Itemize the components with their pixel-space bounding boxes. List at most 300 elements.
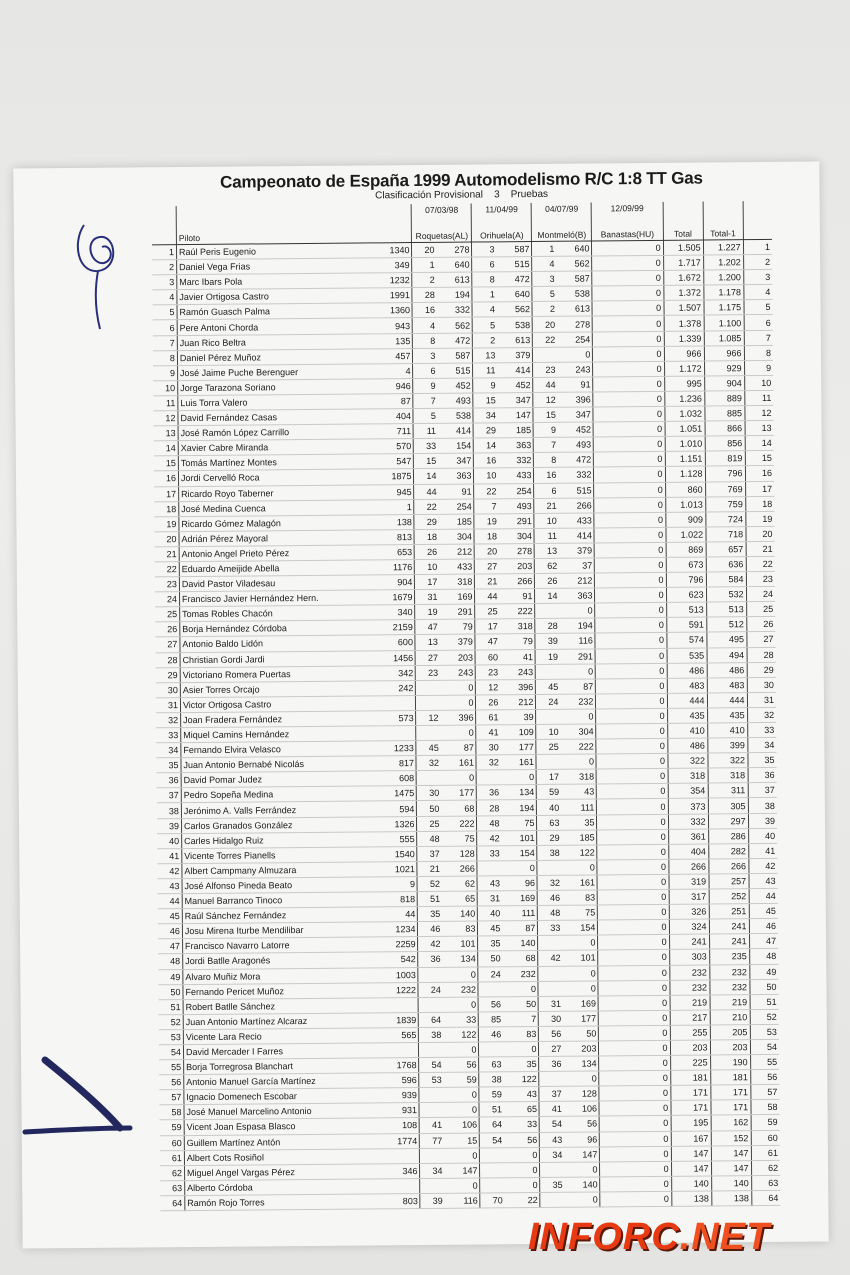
race1-points: 0	[443, 967, 479, 982]
race1-points: 83	[442, 921, 478, 936]
race2-points: 363	[498, 438, 534, 453]
race2-place: 35	[478, 936, 503, 951]
position: 40	[157, 833, 182, 848]
race3-place: 59	[537, 785, 562, 800]
race3-points: 515	[558, 482, 594, 497]
race1-points: 433	[439, 559, 475, 574]
race2-place: 27	[475, 559, 500, 574]
race-3-venue: Montmeló(B)	[532, 214, 592, 241]
race2-place: 34	[473, 408, 498, 423]
race3-points: 50	[563, 1026, 599, 1041]
prev-ranking: 1456	[376, 650, 416, 665]
race2-points: 347	[498, 392, 534, 407]
position: 53	[159, 1029, 184, 1044]
race1-points: 33	[443, 1012, 479, 1027]
position: 59	[160, 1120, 185, 1135]
race1-place: 1	[412, 257, 437, 272]
total-minus-one: 410	[707, 723, 747, 738]
race4-points: 0	[599, 1025, 670, 1041]
race1-points: 194	[437, 287, 473, 302]
race1-points: 493	[438, 393, 474, 408]
subtitle-label: Clasificación Provisional	[375, 189, 483, 202]
race3-points: 96	[564, 1131, 600, 1146]
total-minus-one: 399	[707, 738, 747, 753]
race4-points: 0	[592, 271, 663, 287]
total-minus-one: 171	[711, 1100, 751, 1115]
total-points: 574	[666, 632, 706, 647]
total-minus-one: 856	[705, 436, 745, 451]
total-points: 1.339	[664, 331, 704, 346]
total-points: 171	[670, 1085, 710, 1100]
final-position: 14	[745, 436, 774, 451]
race1-points: 134	[443, 951, 479, 966]
race4-points: 0	[595, 618, 666, 634]
race3-points: 452	[558, 422, 594, 437]
pilot-name: Christian Gordi Jardi	[180, 650, 376, 667]
race2-place: 23	[476, 664, 501, 679]
pilot-name: Marc Ibars Pola	[177, 273, 373, 290]
race3-points: 291	[560, 649, 596, 664]
race1-points: 0	[443, 1042, 479, 1057]
prev-ranking: 4	[373, 363, 413, 378]
race2-place: 12	[476, 680, 501, 695]
pilot-name: Luis Torra Valero	[178, 394, 374, 411]
position: 17	[154, 486, 179, 501]
race3-place: 32	[537, 875, 562, 890]
race2-points: 414	[497, 362, 533, 377]
race1-place: 28	[412, 288, 437, 303]
race4-points: 0	[593, 421, 664, 437]
total-points: 1.378	[664, 315, 704, 330]
race1-points: 56	[443, 1057, 479, 1072]
final-position: 5	[744, 300, 773, 315]
final-position: 30	[747, 677, 776, 692]
position: 6	[153, 320, 178, 335]
total-points: 373	[668, 798, 708, 813]
race1-place: 33	[414, 439, 439, 454]
race1-points: 116	[445, 1193, 481, 1208]
final-position: 57	[750, 1085, 779, 1100]
race4-points: 0	[592, 240, 663, 256]
race1-place: 10	[415, 559, 440, 574]
total-points: 1.172	[664, 361, 704, 376]
race3-place: 19	[535, 649, 560, 664]
race3-place: 6	[534, 483, 559, 498]
final-position: 16	[745, 466, 774, 481]
final-position: 45	[749, 904, 778, 919]
pilot-name: Pere Antoni Chorda	[177, 318, 373, 335]
position: 14	[154, 441, 179, 456]
pilot-name: José Ramón López Carrillo	[178, 424, 374, 441]
pilot-name: Juan Antonio Martínez Alcaraz	[183, 1013, 379, 1030]
race4-points: 0	[595, 603, 666, 619]
total-points: 303	[669, 949, 709, 964]
prev-ranking: 565	[379, 1027, 419, 1042]
total-minus-one: 322	[707, 753, 747, 768]
race-2-venue: Orihuela(A)	[472, 215, 532, 242]
pilot-name: Ramón Rojo Torres	[185, 1194, 381, 1211]
race4-points: 0	[598, 950, 669, 966]
prev-ranking: 818	[378, 892, 418, 907]
race4-points: 0	[599, 1086, 670, 1102]
pilot-name: Tomas Robles Chacón	[180, 605, 376, 622]
total-minus-one: 138	[711, 1191, 751, 1206]
prev-ranking: 542	[378, 952, 418, 967]
race2-place: 29	[474, 423, 499, 438]
race1-place: 15	[414, 454, 439, 469]
final-position: 7	[744, 330, 773, 345]
race1-points: 0	[443, 997, 479, 1012]
race2-place: 32	[476, 755, 501, 770]
race3-place: 23	[533, 362, 558, 377]
final-position: 43	[749, 873, 778, 888]
final-position: 39	[748, 813, 777, 828]
total-points: 232	[669, 980, 709, 995]
race3-points: 161	[562, 875, 598, 890]
race2-place: 59	[479, 1087, 504, 1102]
race2-points: 41	[500, 649, 536, 664]
final-position: 22	[746, 556, 775, 571]
pilot-name: Vicente Torres Pianells	[182, 847, 378, 864]
race2-points: 33	[504, 1117, 540, 1132]
final-position: 56	[750, 1070, 779, 1085]
pen-arrow-mark	[20, 1050, 150, 1140]
race1-points: 379	[440, 634, 476, 649]
final-position: 32	[747, 707, 776, 722]
final-position: 50	[749, 979, 778, 994]
race2-points: 203	[499, 558, 535, 573]
total-points: 1.051	[665, 421, 705, 436]
position: 9	[153, 365, 178, 380]
race3-place: 31	[538, 996, 563, 1011]
race3-place: 5	[532, 287, 557, 302]
race1-place: 8	[413, 333, 438, 348]
race3-place: 10	[536, 724, 561, 739]
final-position: 26	[746, 617, 775, 632]
prev-ranking: 931	[379, 1103, 419, 1118]
race1-points: 332	[437, 302, 473, 317]
race3-place: 38	[537, 845, 562, 860]
total-points: 138	[671, 1191, 711, 1206]
position: 34	[156, 743, 181, 758]
race1-points: 515	[437, 363, 473, 378]
pilot-name: Alvaro Muñiz Mora	[183, 967, 379, 984]
prev-ranking: 340	[375, 605, 415, 620]
race3-points: 472	[558, 452, 594, 467]
race3-place: 21	[534, 498, 559, 513]
final-position: 1	[743, 239, 772, 254]
race3-points: 122	[562, 845, 598, 860]
prev-ranking: 547	[374, 454, 414, 469]
pilot-name: Antonio Manuel García Martínez	[184, 1073, 380, 1090]
final-position: 12	[744, 405, 773, 420]
race4-points: 0	[598, 904, 669, 920]
race1-place: 11	[414, 423, 439, 438]
race2-points: 304	[499, 528, 535, 543]
total-points: 203	[670, 1040, 710, 1055]
total-minus-one: 318	[708, 768, 748, 783]
race1-place	[419, 1042, 444, 1057]
race3-place: 13	[535, 543, 560, 558]
race2-points: 0	[503, 1041, 539, 1056]
total-points: 410	[667, 723, 707, 738]
prev-ranking: 1222	[378, 982, 418, 997]
race2-place: 16	[474, 453, 499, 468]
race1-place: 38	[419, 1027, 444, 1042]
race3-place: 44	[533, 377, 558, 392]
race2-points: 39	[500, 709, 536, 724]
final-position: 49	[749, 964, 778, 979]
race1-points: 587	[437, 348, 473, 363]
race1-place: 2	[412, 273, 437, 288]
race2-points: 538	[497, 317, 533, 332]
race3-points: 266	[559, 498, 595, 513]
race1-points: 0	[441, 725, 477, 740]
total-points: 1.032	[664, 406, 704, 421]
pilot-name: Manuel Barranco Tinoco	[182, 892, 378, 909]
race3-place	[538, 936, 563, 951]
race2-place: 28	[477, 800, 502, 815]
position: 22	[155, 562, 180, 577]
pilot-name: David Mercader I Farres	[183, 1043, 379, 1060]
race2-place: 56	[479, 996, 504, 1011]
pilot-name: José Medina Cuenca	[179, 499, 375, 516]
final-position: 2	[743, 255, 772, 270]
prev-ranking: 1991	[372, 288, 412, 303]
race-3-date: 04/07/99	[532, 202, 592, 215]
race3-points: 414	[559, 528, 595, 543]
pilot-name: Guillem Martínez Antón	[184, 1133, 380, 1150]
race4-points: 0	[599, 1040, 670, 1056]
pilot-name: Eduardo Ameijide Abella	[179, 560, 375, 577]
race1-points: 613	[437, 272, 473, 287]
final-position: 4	[743, 285, 772, 300]
total-points: 1.505	[663, 240, 703, 255]
race2-place: 14	[474, 438, 499, 453]
race1-points: 232	[443, 982, 479, 997]
position: 2	[152, 260, 177, 275]
header-total: Total	[663, 214, 703, 241]
race3-points: 154	[562, 920, 598, 935]
race2-place: 43	[477, 876, 502, 891]
race2-place: 70	[480, 1193, 505, 1208]
total-points: 1.372	[663, 285, 703, 300]
total-minus-one: 282	[708, 843, 748, 858]
race2-place: 10	[474, 468, 499, 483]
race2-points: 243	[500, 664, 536, 679]
position: 3	[152, 275, 177, 290]
sheet-content	[151, 168, 780, 1211]
race3-place: 48	[538, 905, 563, 920]
prev-ranking: 349	[372, 258, 412, 273]
prev-ranking: 1360	[372, 303, 412, 318]
pilot-name: Albert Campmany Almuzara	[182, 862, 378, 879]
race1-place: 54	[419, 1057, 444, 1072]
race1-points: 363	[438, 468, 474, 483]
total-minus-one: 889	[704, 391, 744, 406]
race2-points: 169	[502, 891, 538, 906]
race2-place: 31	[478, 891, 503, 906]
position: 63	[160, 1180, 185, 1195]
total-points: 147	[671, 1146, 711, 1161]
race1-place: 18	[414, 529, 439, 544]
race2-place: 15	[473, 393, 498, 408]
race1-place	[419, 1103, 444, 1118]
race2-place: 60	[475, 649, 500, 664]
final-position: 8	[744, 345, 773, 360]
race2-place: 44	[475, 589, 500, 604]
race2-points: 0	[501, 770, 537, 785]
race1-place: 24	[418, 982, 443, 997]
race2-place: 45	[478, 921, 503, 936]
position: 19	[154, 516, 179, 531]
race2-place	[477, 770, 502, 785]
race2-points: 35	[503, 1057, 539, 1072]
race3-points: 75	[562, 905, 598, 920]
race2-points: 194	[501, 800, 537, 815]
pilot-name: Joan Fradera Fernández	[180, 711, 376, 728]
race2-place: 24	[478, 966, 503, 981]
race2-place: 6	[472, 257, 497, 272]
race3-place: 20	[533, 317, 558, 332]
race4-points: 0	[593, 361, 664, 377]
final-position: 15	[745, 451, 774, 466]
race4-points: 0	[599, 1010, 670, 1026]
race2-place: 64	[480, 1117, 505, 1132]
race1-place: 44	[414, 484, 439, 499]
final-position: 63	[751, 1175, 780, 1190]
pilot-name: José Jaime Puche Berenguer	[177, 364, 373, 381]
race4-points: 0	[595, 633, 666, 649]
prev-ranking: 108	[380, 1118, 420, 1133]
position: 41	[157, 848, 182, 863]
race3-place: 10	[534, 513, 559, 528]
pilot-name: Juan Antonio Bernabé Nicolás	[181, 756, 377, 773]
race3-points: 304	[561, 724, 597, 739]
race2-points: 379	[497, 347, 533, 362]
pilot-name: Vicent Joan Espasa Blasco	[184, 1118, 380, 1135]
prev-ranking: 653	[375, 544, 415, 559]
position: 24	[155, 592, 180, 607]
total-points: 319	[669, 874, 709, 889]
race4-points: 0	[599, 1101, 670, 1117]
pilot-name: Javier Ortigosa Castro	[177, 288, 373, 305]
race4-points: 0	[597, 784, 668, 800]
prev-ranking: 1340	[372, 243, 412, 258]
pilot-name: Carles Hidalgo Ruiz	[182, 832, 378, 849]
prev-ranking: 945	[374, 484, 414, 499]
race2-points: 111	[502, 906, 538, 921]
race3-points: 254	[557, 332, 593, 347]
race4-points: 0	[600, 1131, 671, 1147]
position: 36	[157, 773, 182, 788]
final-position: 9	[744, 360, 773, 375]
total-minus-one: 819	[705, 451, 745, 466]
final-position: 27	[746, 632, 775, 647]
race3-points: 87	[560, 679, 596, 694]
race3-place: 26	[535, 573, 560, 588]
total-minus-one: 483	[707, 677, 747, 692]
prev-ranking: 138	[374, 514, 414, 529]
pilot-name: Tomás Martínez Montes	[178, 454, 374, 471]
prev-ranking: 1021	[377, 861, 417, 876]
prev-ranking: 946	[373, 378, 413, 393]
final-position: 60	[751, 1130, 780, 1145]
final-position: 47	[749, 934, 778, 949]
total-points: 219	[670, 995, 710, 1010]
position: 60	[160, 1135, 185, 1150]
race2-points: 562	[497, 302, 533, 317]
position: 31	[156, 697, 181, 712]
race3-points: 278	[557, 316, 593, 331]
race2-place: 1	[472, 287, 497, 302]
race1-points: 15	[444, 1133, 480, 1148]
race3-points: 140	[565, 1177, 601, 1192]
race2-place: 26	[476, 695, 501, 710]
race1-place: 51	[418, 891, 443, 906]
pilot-name: Raúl Sánchez Fernández	[182, 907, 378, 924]
race2-place: 5	[473, 317, 498, 332]
total-minus-one: 1.202	[703, 255, 743, 270]
race3-place: 7	[534, 438, 559, 453]
total-minus-one: 219	[710, 994, 750, 1009]
race1-place: 16	[412, 303, 437, 318]
total-minus-one: 718	[706, 526, 746, 541]
race3-place: 29	[537, 830, 562, 845]
race3-points: 363	[559, 588, 595, 603]
race2-points: 291	[499, 513, 535, 528]
final-position: 21	[746, 541, 775, 556]
final-position: 34	[747, 737, 776, 752]
race1-points: 79	[440, 619, 476, 634]
race4-points: 0	[596, 693, 667, 709]
prev-ranking	[380, 1178, 420, 1193]
race3-points: 177	[563, 1011, 599, 1026]
race1-place: 47	[415, 620, 440, 635]
race1-points: 185	[439, 514, 475, 529]
race1-points: 177	[441, 785, 477, 800]
prev-ranking: 608	[377, 771, 417, 786]
race4-points: 0	[596, 738, 667, 754]
pilot-name: Jordi Cervelló Roca	[178, 469, 374, 486]
final-position: 58	[751, 1100, 780, 1115]
prev-ranking	[379, 997, 419, 1012]
race-4-date: 12/09/99	[592, 202, 663, 215]
race2-points: 7	[503, 1011, 539, 1026]
final-position: 10	[744, 375, 773, 390]
race3-points: 0	[563, 981, 599, 996]
pilot-name: Jorge Tarazona Soriano	[178, 379, 374, 396]
total-minus-one: 904	[704, 376, 744, 391]
pilot-name: Daniel Vega Frias	[177, 258, 373, 275]
race1-place: 17	[415, 574, 440, 589]
race3-points: 433	[559, 513, 595, 528]
total-minus-one: 866	[705, 421, 745, 436]
total-points: 535	[667, 648, 707, 663]
race2-points: 254	[498, 483, 534, 498]
race2-place: 21	[475, 574, 500, 589]
race2-points: 177	[501, 740, 537, 755]
race3-place: 46	[538, 890, 563, 905]
race1-points: 161	[441, 755, 477, 770]
pilot-name: Robert Batlle Sánchez	[183, 998, 379, 1015]
race1-place: 53	[419, 1072, 444, 1087]
total-minus-one: 657	[706, 542, 746, 557]
race1-place: 64	[419, 1012, 444, 1027]
race2-points: 232	[503, 966, 539, 981]
race1-place	[420, 1178, 445, 1193]
race3-points: 116	[560, 633, 596, 648]
